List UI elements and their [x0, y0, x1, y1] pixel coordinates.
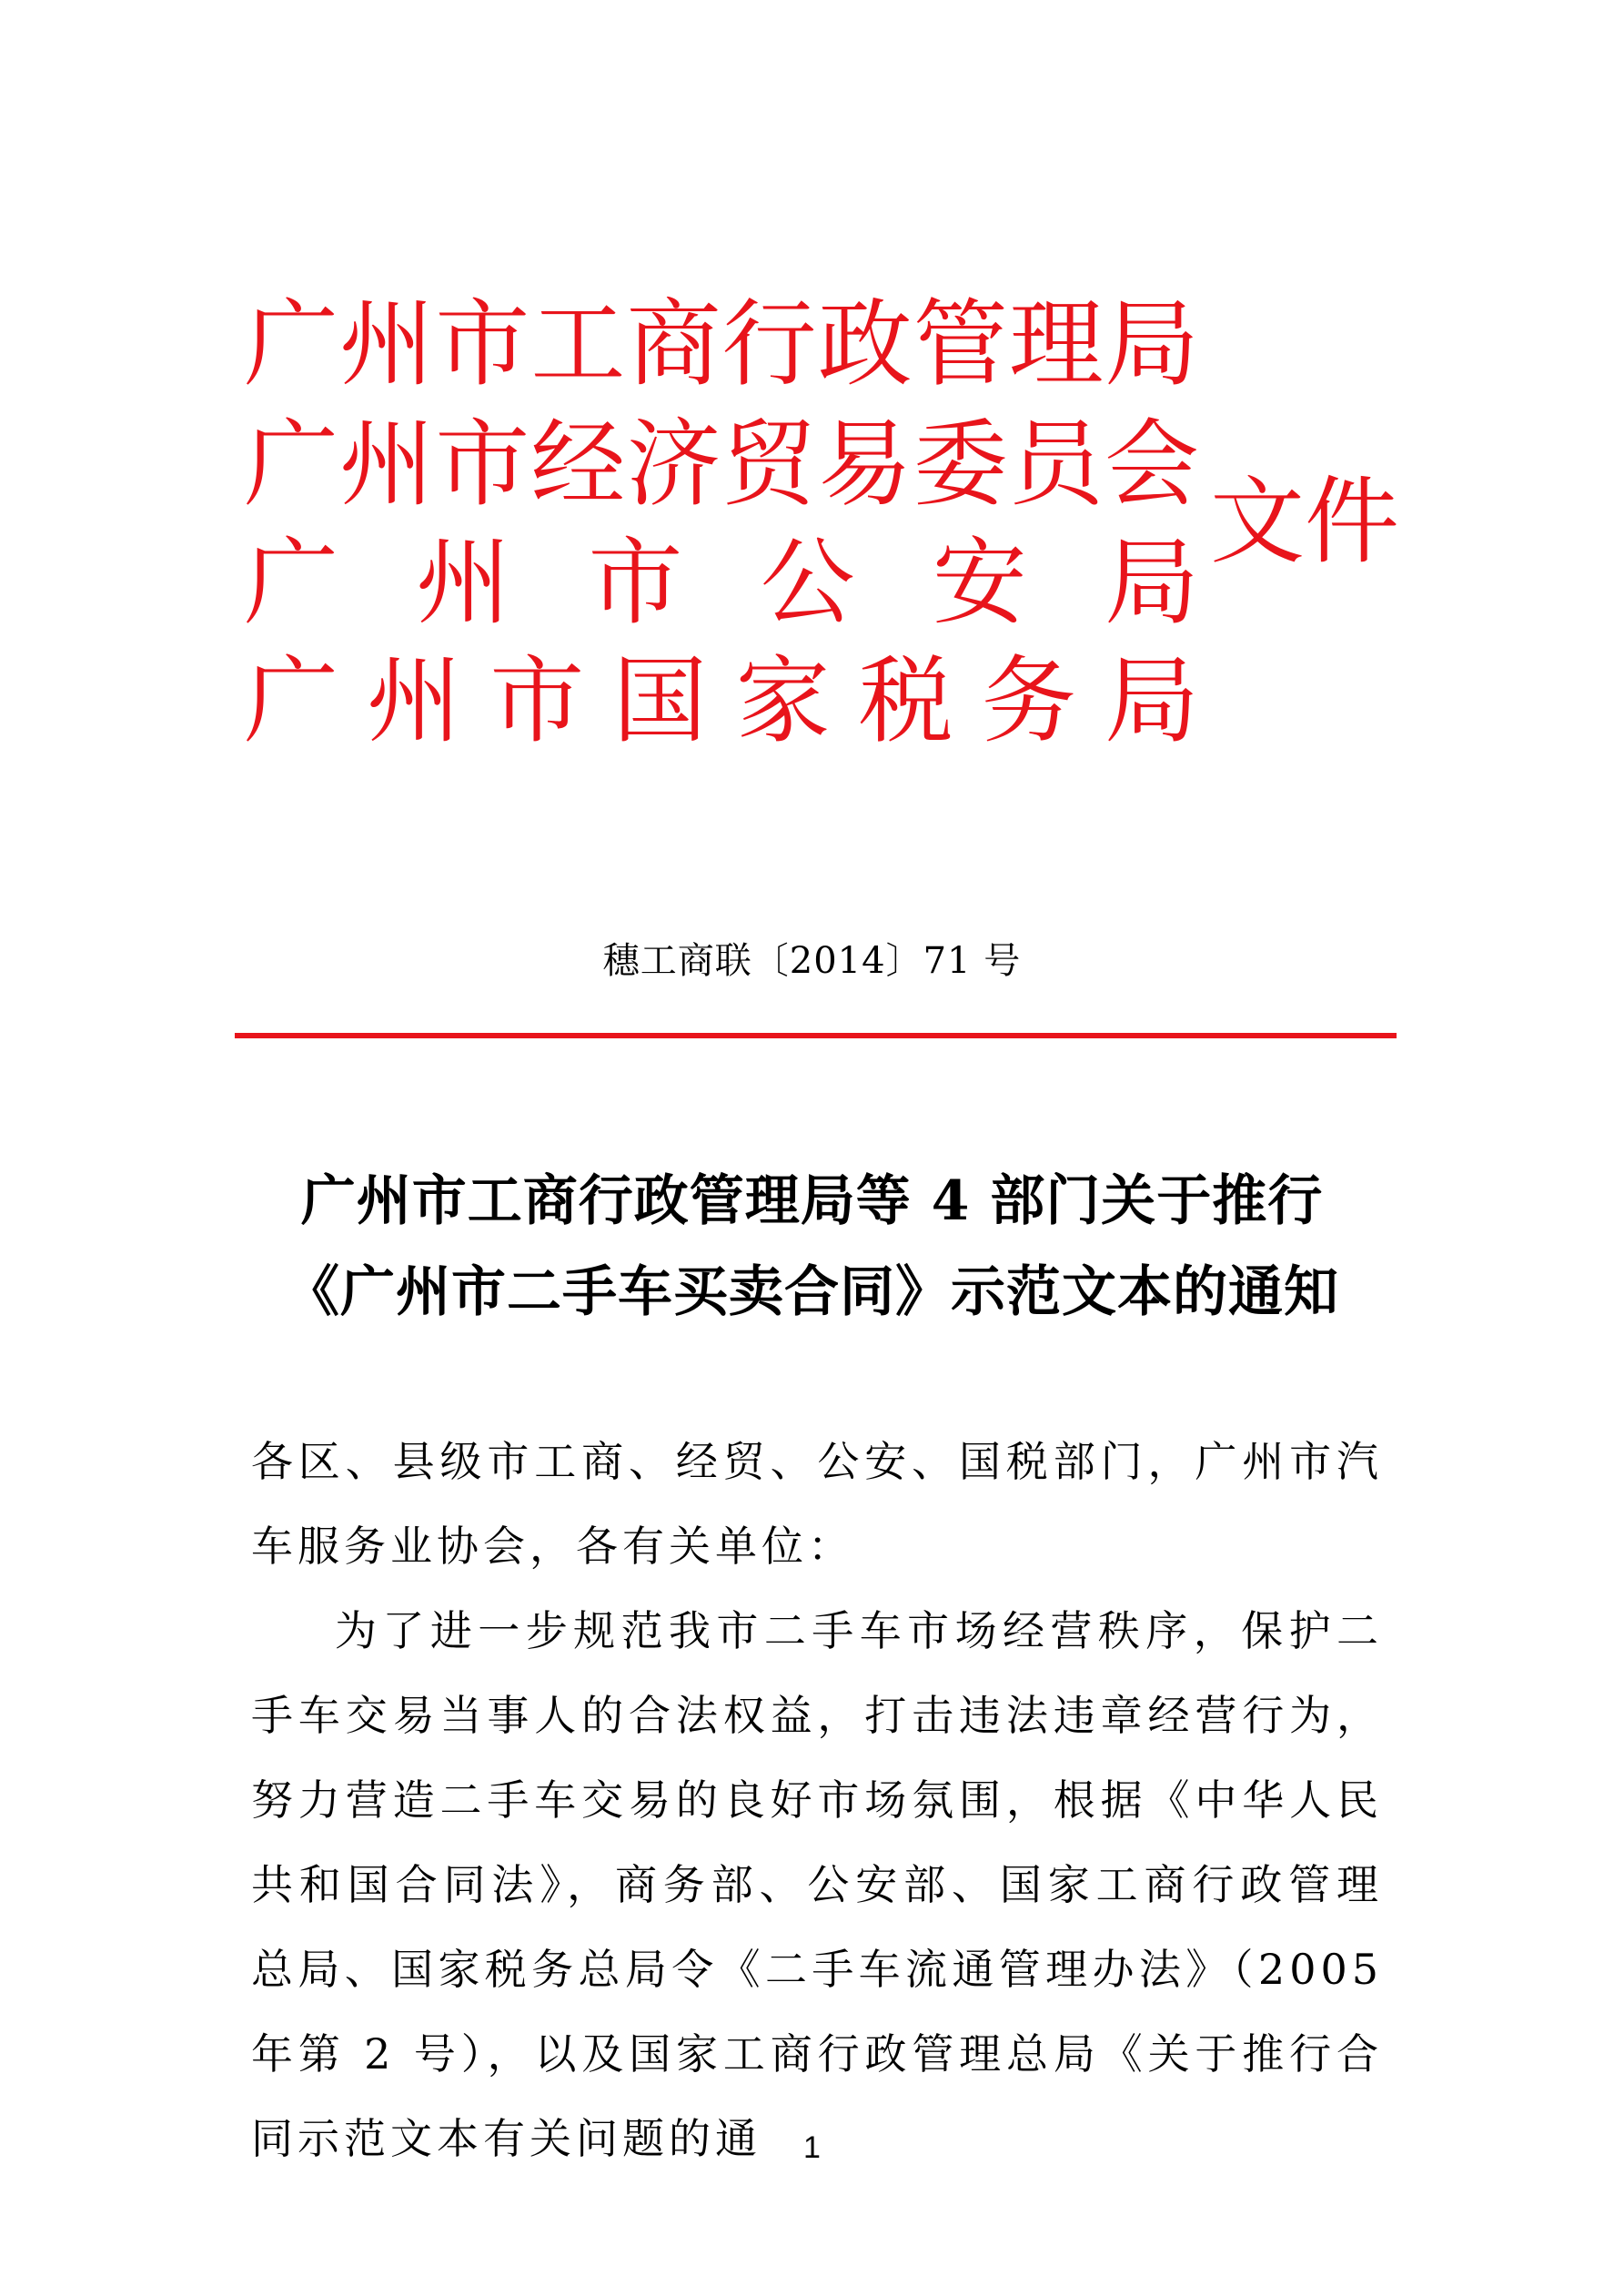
- issuer-char: 广: [244, 527, 339, 638]
- issuer-char: 商: [626, 288, 721, 400]
- header-red-rule: [235, 1033, 1397, 1038]
- issuer-char: 局: [1104, 645, 1199, 756]
- issuer-char: 安: [932, 527, 1027, 638]
- issuer-guoshui: [244, 646, 1199, 755]
- salutation: 各区、县级市工商、经贸、公安、国税部门，广州市汽车服务业协会，各有关单位：: [251, 1437, 1383, 1571]
- issuer-char: 济: [626, 409, 721, 520]
- issuer-char: 广: [244, 288, 339, 400]
- issuer-char: 税: [858, 645, 953, 756]
- body-text: [251, 1420, 1383, 2181]
- document-header: [244, 289, 1399, 763]
- issuer-char: 市: [435, 288, 530, 400]
- document-number: 穗工商联〔2014〕71 号: [602, 940, 1022, 982]
- issuer-char: 工: [530, 288, 626, 400]
- issuer-char: 州: [367, 645, 462, 756]
- page-number: 1: [803, 2130, 821, 2165]
- issuer-char: 市: [489, 645, 585, 756]
- issuer-char: 理: [1008, 288, 1104, 400]
- issuer-gongshang: [244, 289, 1199, 399]
- issuer-char: 局: [1104, 288, 1199, 400]
- issuer-char: 国: [612, 645, 708, 756]
- issuer-char: 政: [817, 288, 913, 400]
- issuer-char: 州: [339, 409, 435, 520]
- issuer-char: 广: [244, 645, 339, 756]
- issuer-char: 州: [416, 527, 511, 638]
- issuer-char: 州: [339, 288, 435, 400]
- issuer-char: 务: [981, 645, 1076, 756]
- issuer-char: 易: [817, 409, 913, 520]
- body-paragraph: 为了进一步规范我市二手车市场经营秩序，保护二手车交易当事人的合法权益，打击违法违章经营行为，努力营造二手车交易的良好市场氛围，根据《中华人民共和国合同法》，商务部、公安部、国家工商行政管理总局、国家税务总局令《二手车流通管理办法》（2005 年第 2 号），以及国家工商行政管理总局《关于推行合同示范文本有关问题的通: [251, 1606, 1383, 2163]
- issuer-char: 家: [735, 645, 831, 756]
- issuer-char: 行: [721, 288, 817, 400]
- issuer-gongan: [244, 528, 1199, 637]
- issuer-char: 市: [588, 527, 683, 638]
- title-line-2: 《广州市二手车买卖合同》示范文本的通知: [285, 1260, 1339, 1324]
- issuer-char: 局: [1104, 527, 1199, 638]
- issuer-char: 经: [530, 409, 626, 520]
- issuer-char: 市: [435, 409, 530, 520]
- issuer-char: 公: [760, 527, 855, 638]
- issuer-char: 员: [1008, 409, 1104, 520]
- issuer-char: 广: [244, 409, 339, 520]
- title-line-1: 广州市工商行政管理局等 4 部门关于推行: [300, 1169, 1324, 1233]
- issuer-char: 贸: [721, 409, 817, 520]
- issuer-char: 管: [913, 288, 1008, 400]
- issuer-char: 会: [1104, 409, 1199, 520]
- issuer-jingmao: [244, 410, 1199, 519]
- issuer-char: 委: [913, 409, 1008, 520]
- document-suffix: 文件: [1210, 466, 1400, 577]
